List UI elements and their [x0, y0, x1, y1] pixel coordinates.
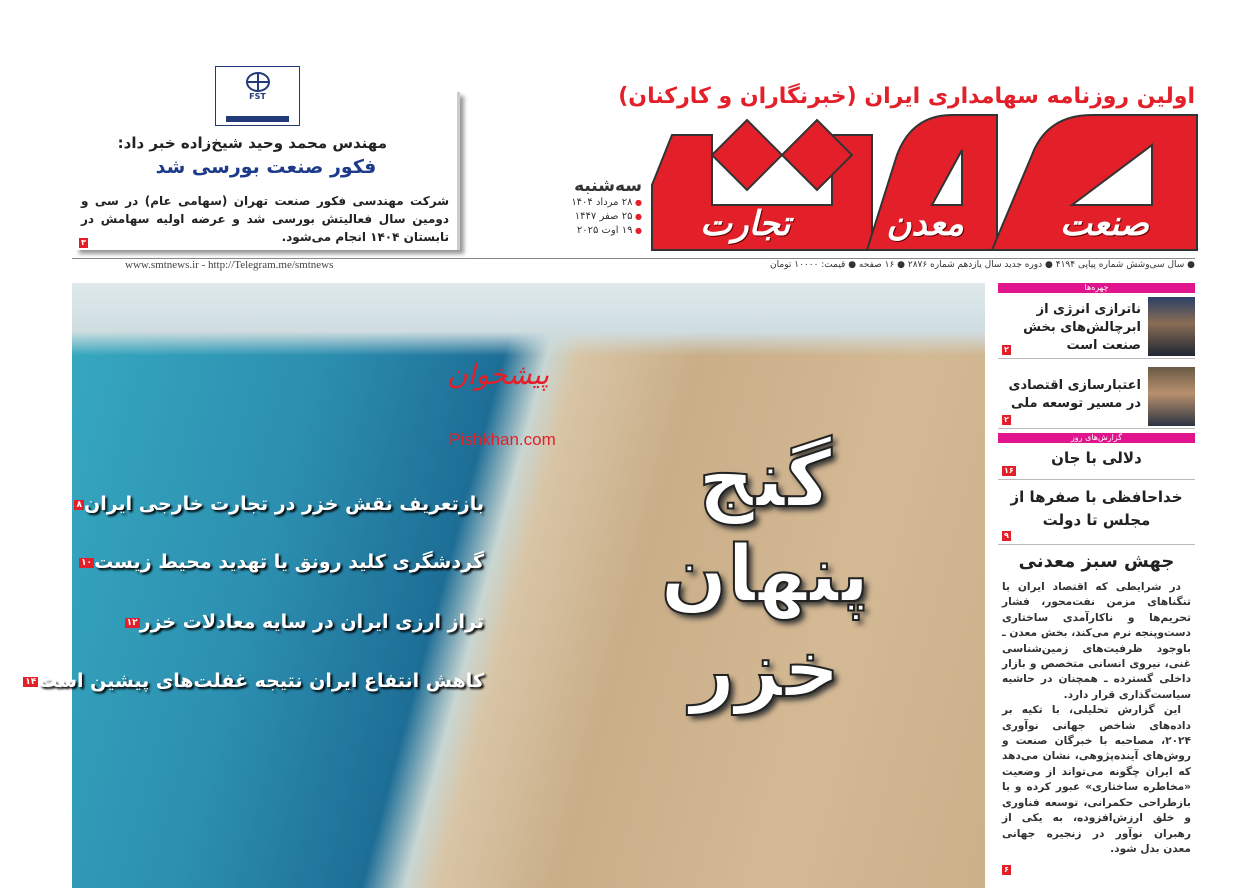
main-article-body: در شرایطی که اقتصاد ایران با تنگناهای مزمن نفت‌محور، فشار تحریم‌ها و ناکارآمدی ساختاری دست‌وپنجه نرم می‌کند، بخش معدن ـ باوجود ظرفیت‌های زمین‌شناسی غنی، نیروی انسانی متخصص و بازار داخلی گسترده ـ همچنان در حاشیه سیاست‌گذاری قرار دارد. این گزارش تحلیلی، با تکیه بر داده‌های شاخص جهانی نوآوری ۲۰۲۴، مصاحبه با خبرگان صنعت و روش‌های آینده‌پژوهی، نشان می‌دهد که ایران چگونه می‌تواند از وضعیت «مخاطره ساختاری» عبور کرده و با بازطراحی حکمرانی، توسعه فناوری و خلق ارزش‌افزوده، به یکی از رهبران نوآور در زنجیره جهانی معدن بدل شود.	[1002, 581, 1191, 855]
logo-word: صنعت	[1060, 204, 1149, 244]
headline[interactable]: بازتعریف نقش خزر در تجارت خارجی ایران۸	[76, 493, 484, 515]
fst-logo: FST	[215, 66, 300, 126]
face-item[interactable]: اعتبارسازی اقتصادی در مسیر توسعه ملی ۲	[998, 363, 1195, 429]
issue-info: ● سال سی‌وشش شماره پیاپی ۴۱۹۴ ● دوره جدید سال یازدهم شماره ۲۸۷۶ ● ۱۶ صفحه ● قیمت: ۱۰۰۰۰ تومان	[770, 260, 1195, 270]
weekday: سه‌شنبه	[574, 176, 642, 196]
date-gregorian: ● ۱۹ اوت ۲۰۲۵	[560, 224, 642, 238]
report-item[interactable]: دلالی با جان ۱۶	[998, 443, 1195, 480]
page-badge: ۳	[81, 238, 86, 247]
globe-icon	[245, 71, 271, 93]
ad-body: شرکت مهندسی فکور صنعت تهران (سهامی عام) در سی و دومین سال فعالیتش بورسی شد و عرضه اولیه سهامش در تابستان ۱۴۰۴ انجام می‌شود.	[81, 194, 449, 244]
hero-image[interactable]	[25, 283, 985, 888]
sidebar	[998, 283, 1195, 879]
report-item[interactable]: خداحافظی با صفرها از مجلس تا دولت ۹	[998, 480, 1195, 545]
logo-word: معدن	[886, 204, 964, 244]
ad-headline: فکور صنعت بورسی شد	[155, 156, 377, 178]
date-solar: ● ۲۸ مرداد ۱۴۰۴	[560, 196, 642, 210]
portrait-photo	[1148, 367, 1195, 426]
date-lunar: ● ۲۵ صفر ۱۴۴۷	[560, 210, 642, 224]
date-block	[560, 176, 642, 238]
ad-subtitle: مهندس محمد وحید شیخ‌زاده خبر داد:	[117, 134, 387, 152]
headline[interactable]: کاهش انتفاع ایران نتیجه غفلت‌های پیشین است۱۴	[25, 670, 484, 692]
section-label-reports: گزارش‌های روز	[998, 433, 1195, 443]
face-item[interactable]: ناترازی انرژی از ابرچالش‌های بخش صنعت است ۲	[998, 293, 1195, 359]
main-article-title[interactable]: جهش سبز معدنی	[1018, 551, 1175, 572]
tagline: اولین روزنامه سهامداری ایران (خبرنگاران و کارکنان)	[618, 84, 1195, 109]
portrait-photo	[1148, 297, 1195, 356]
headline[interactable]: گردشگری کلید رونق یا تهدید محیط زیست۱۰	[81, 551, 484, 573]
watermark: پیشخوان	[447, 358, 550, 391]
logo-word: تجارت	[700, 204, 791, 244]
watermark-url: Pishkhan.com	[449, 430, 556, 449]
section-label-faces: چهره‌ها	[998, 283, 1195, 293]
newspaper-logo[interactable]	[652, 115, 1197, 250]
website-links[interactable]: www.smtnews.ir - http://Telegram.me/smtnews	[125, 259, 334, 271]
hero-title: گنج پنهان خزر	[660, 435, 870, 715]
page-badge: ۶	[1004, 865, 1009, 875]
headline[interactable]: تراز ارزی ایران در سایه معادلات خزر۱۲	[126, 611, 484, 633]
